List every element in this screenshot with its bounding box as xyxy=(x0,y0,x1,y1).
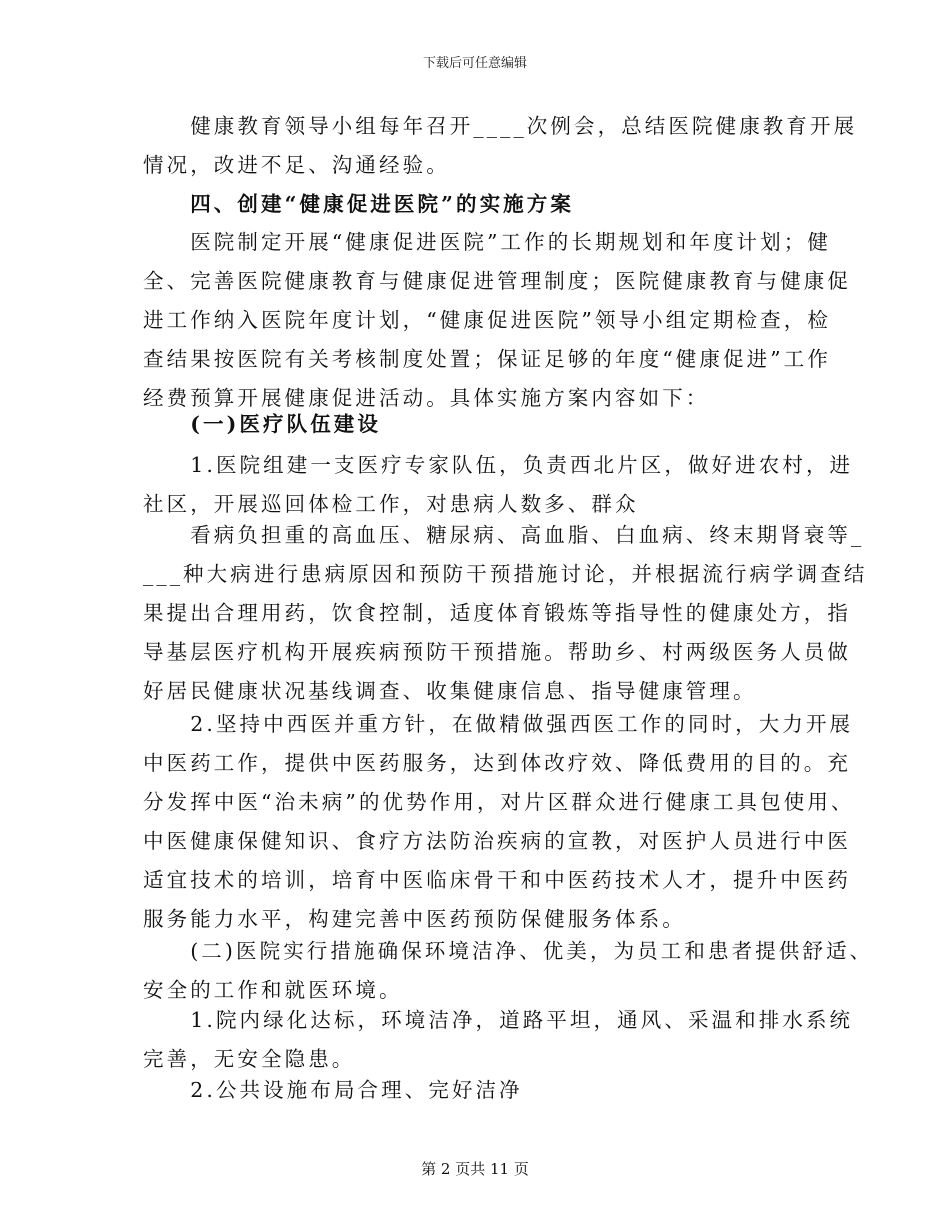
text-line: 医院制定开展“健康促进医院”工作的长期规划和年度计划；健 xyxy=(143,230,831,254)
text-line: 中医药工作，提供中医药服务，达到体改疗效、降低费用的目的。充 xyxy=(143,750,851,775)
subsection-heading-2 xyxy=(143,932,874,1010)
text-line: 全、完善医院健康教育与健康促进管理制度；医院健康教育与健康促 xyxy=(143,268,851,293)
paragraph-item-1 xyxy=(143,446,854,524)
paragraph-env-2 xyxy=(143,1071,813,1110)
text-line: 查结果按医院有关考核制度处置；保证足够的年度“健康促进”工作 xyxy=(143,346,831,371)
subsection-heading-1 xyxy=(143,405,813,444)
text-line: 安全的工作和就医环境。 xyxy=(143,977,403,1002)
text-line: 中医健康保健知识、食疗方法防治疾病的宣教，对医护人员进行中医 xyxy=(143,828,851,853)
text-line: 进工作纳入医院年度计划，“健康促进医院”领导小组定期检查，检 xyxy=(143,307,831,332)
paragraph-item-1-cont xyxy=(143,516,868,711)
text-line: 健康教育领导小组每年召开____次例会，总结医院健康教育开展 xyxy=(143,114,858,138)
paragraph-plan xyxy=(143,223,851,418)
text-line: 社区，开展巡回体检工作，对患病人数多、群众 xyxy=(143,491,639,516)
text-line: 好居民健康状况基线调查、收集健康信息、指导健康管理。 xyxy=(143,678,757,703)
text-line: 适宜技术的培训，培育中医临床骨干和中医药技术人才，提升中医药 xyxy=(143,867,851,892)
text-line: 完善，无安全隐患。 xyxy=(143,1046,356,1071)
text-line: 2.坚持中西医并重方针，在做精做强西医工作的同时，大力开展 xyxy=(143,712,854,736)
page-footer: 第 2 页共 11 页 xyxy=(421,1160,529,1178)
text-line: (二)医院实行措施确保环境洁净、优美，为员工和患者提供舒适、 xyxy=(143,939,874,963)
text-line: 1.院内绿化达标，环境洁净，道路平坦，通风、采温和排水系统 xyxy=(143,1008,854,1032)
text-line: 看病负担重的高血压、糖尿病、高血脂、白血病、终末期肾衰等_ xyxy=(143,523,865,547)
text-line: 分发挥中医“治未病”的优势作用，对片区群众进行健康工具包使用、 xyxy=(143,789,855,814)
text-line: 服务能力水平，构建完善中医药预防保健服务体系。 xyxy=(143,906,686,931)
paragraph-item-2 xyxy=(143,705,855,938)
text-line: 经费预算开展健康促进活动。具体实施方案内容如下： xyxy=(143,385,710,410)
page-header: 下载后可任意编辑 xyxy=(422,56,527,71)
paragraph-meeting xyxy=(143,107,858,185)
text-line: 情况，改进不足、沟通经验。 xyxy=(143,152,450,177)
text-line: ___种大病进行患病原因和预防干预措施讨论，并根据流行病学调查结 xyxy=(143,561,868,586)
text-line: 果提出合理用药，饮食控制，适度体育锻炼等指导性的健康处方，指 xyxy=(143,600,851,625)
heading-line: 四、创建“健康促进医院”的实施方案 xyxy=(143,192,574,216)
text-line: 导基层医疗机构开展疾病预防干预措施。帮助乡、村两级医务人员做 xyxy=(143,639,851,664)
text-line: 1.医院组建一支医疗专家队伍，负责西北片区，做好进农村，进 xyxy=(143,453,854,477)
section-heading-4 xyxy=(143,185,813,224)
paragraph-env-1 xyxy=(143,1001,854,1079)
heading-line: (一)医疗队伍建设 xyxy=(143,412,381,436)
text-line: 2.公共设施布局合理、完好洁净 xyxy=(143,1078,523,1102)
